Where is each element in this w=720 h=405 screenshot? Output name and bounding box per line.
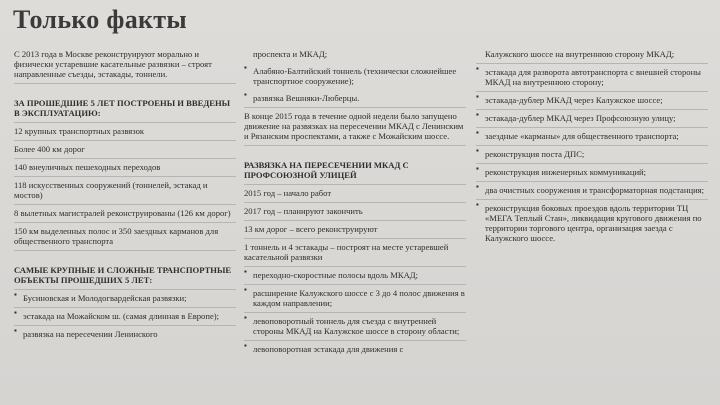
list-item: ▪ Алабяно-Балтийский тоннель (технически сложнейшее транспортное сооружение); <box>244 63 466 90</box>
section-heading-profsoyuznaya: РАЗВЯЗКА НА ПЕРЕСЕЧЕНИИ МКАД С ПРОФСОЮЗНОЙ УЛИЦЕЙ <box>244 152 466 185</box>
list-item: ▪ эстакада-дублер МКАД через Калужское шоссе; <box>476 92 708 110</box>
stat-crossings: 140 внеуличных пешеходных переходов <box>14 159 236 177</box>
fact-start: 2015 год – начало работ <box>244 185 466 203</box>
list-item: ▪ заездные «карманы» для общественного транспорта; <box>476 128 708 146</box>
list-item: ▪ Бусиновская и Молодогвардейская развязки; <box>14 290 236 308</box>
paragraph-2015: В конце 2015 года в течение одной недели было запущено движение на развязках на пересечении МКАД с Ленинским и Рязанским проспектами, а также с Можайским шоссе. <box>244 108 466 146</box>
intro-text: С 2013 года в Москве реконструируют морально и физически устаревшие касательные развязки – строят направленные съезды, эстакады, тоннели. <box>14 46 236 84</box>
list-item: ▪ реконструкция поста ДПС; <box>476 146 708 164</box>
slide-title: Только факты <box>13 5 187 34</box>
fact-roads: 13 км дорог – всего реконструируют <box>244 221 466 239</box>
list-item: ▪ переходно-скоростные полосы вдоль МКАД; <box>244 267 466 285</box>
fact-finish: 2017 год – планируют закончить <box>244 203 466 221</box>
list-item: ▪ эстакада на Можайском ш. (самая длинная в Европе); <box>14 308 236 326</box>
continued-text: проспекта и МКАД; <box>253 49 328 59</box>
list-item: ▪ расширение Калужского шоссе с 3 до 4 полос движения в каждом направлении; <box>244 285 466 313</box>
list-item: ▪ развязка Вешняки-Люберцы. <box>244 90 466 108</box>
stat-roads: Более 400 км дорог <box>14 141 236 159</box>
list-item: ▪ два очистных сооружения и трансформаторная подстанция; <box>476 182 708 200</box>
list-item: ▪ эстакада-дублер МКАД через Профсоюзную улицу; <box>476 110 708 128</box>
list-item: ▪ левоповоротная эстакада для движения с <box>244 341 466 358</box>
stat-highways: 8 вылетных магистралей реконструированы (126 км дорог) <box>14 205 236 223</box>
list-item: ▪ реконструкция инженерных коммуникаций; <box>476 164 708 182</box>
list-item: ▪ левоповоротный тоннель для съезда с внутренней стороны МКАД на Калужское шоссе в сторону области; <box>244 313 466 341</box>
stat-lanes: 150 км выделенных полос и 350 заездных карманов для общественного транспорта <box>14 223 236 251</box>
list-item: ▪ развязка на пересечении Ленинского <box>14 326 236 343</box>
continued-text: Калужского шоссе на внутреннюю сторону МКАД; <box>476 46 708 64</box>
stat-junctions: 12 крупных транспортных развязок <box>14 123 236 141</box>
fact-tunnel: 1 тоннель и 4 эстакады – построят на месте устаревшей касательной развязки <box>244 239 466 267</box>
list-item: ▪ эстакада для разворота автотранспорта с внешней стороны МКАД на внутреннюю сторону; <box>476 64 708 92</box>
column-right <box>476 46 708 247</box>
column-left <box>14 46 236 343</box>
list-item: ▪ реконструкция боковых проездов вдоль территории ТЦ «МЕГА Теплый Стан», ликвидация кругового движения по территории торгового центра, организация заезда с Калужского шоссе. <box>476 200 708 247</box>
column-middle <box>244 46 466 358</box>
stat-structures: 118 искусственных сооружений (тоннелей, эстакад и мостов) <box>14 177 236 205</box>
section-heading-built: ЗА ПРОШЕДШИЕ 5 ЛЕТ ПОСТРОЕНЫ И ВВЕДЕНЫ В ЭКСПЛУАТАЦИЮ: <box>14 90 236 123</box>
section-heading-largest: САМЫЕ КРУПНЫЕ И СЛОЖНЫЕ ТРАНСПОРТНЫЕ ОБЪЕКТЫ ПРОШЕДШИХ 5 ЛЕТ: <box>14 257 236 290</box>
